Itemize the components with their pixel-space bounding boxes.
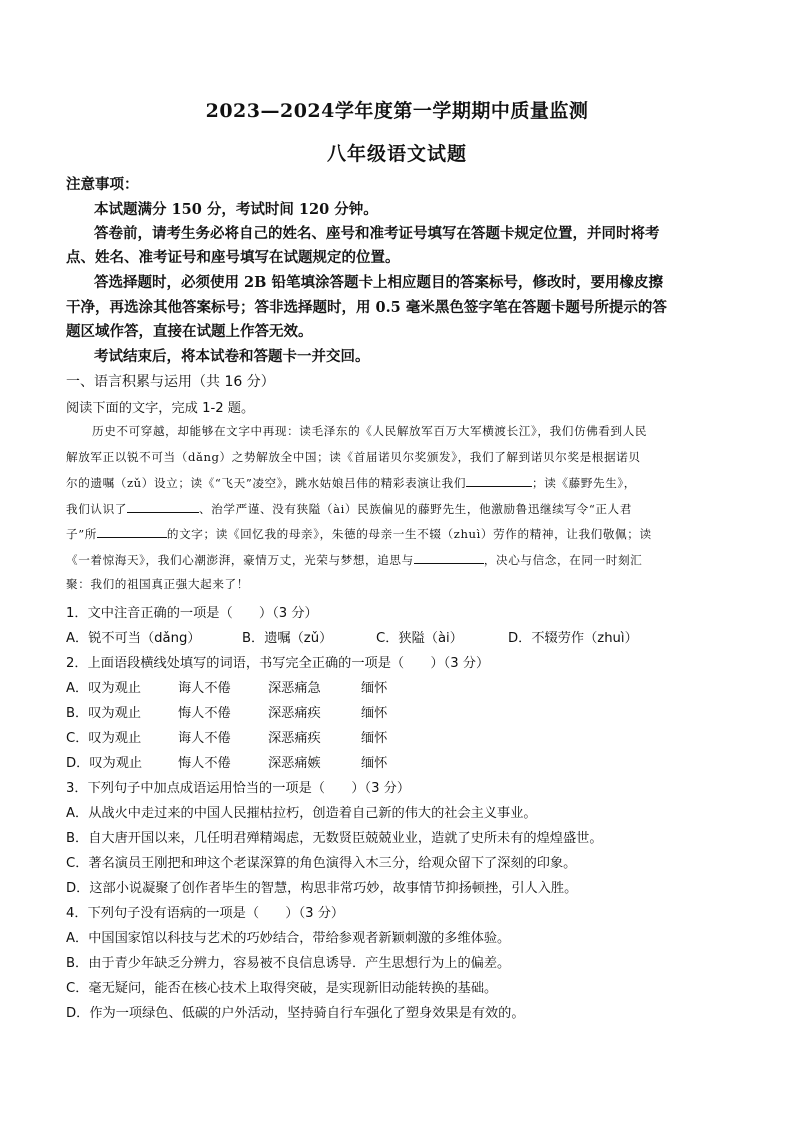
blank-line	[127, 500, 199, 513]
option-b: B．遗嘱（zǔ）	[242, 631, 333, 646]
exam-subtitle: 八年级语文试题	[326, 143, 467, 165]
option-b: B．叹为观止	[66, 706, 141, 721]
blank-line	[466, 474, 532, 487]
option-word: 缅怀	[361, 756, 388, 771]
option-a: A．中国国家馆以科技与艺术的巧妙结合，带给参观者新颖刺激的多维体验。	[66, 931, 511, 946]
passage-line: 聚：我们的祖国真正强大起来了！	[66, 577, 249, 591]
option-a: A．从战火中走过来的中国人民摧枯拉朽，创造着自己新的伟大的社会主义事业。	[66, 806, 537, 821]
option-word: 诲人不倦	[178, 681, 231, 696]
option-word: 深恶痛疾	[268, 706, 321, 721]
passage-text: 的文字；读《回忆我的母亲》，朱德的母亲一生不辍（zhuì）劳作的精神，让我们敬佩；读	[166, 527, 652, 541]
option-word: 悔人不倦	[178, 756, 231, 771]
passage-text: 尔的遗嘱（zǔ）设立；读《“飞天”凌空》，跳水姑娘吕伟的精彩表演让我们	[66, 476, 467, 490]
passage-text: 、治学严谨、没有狭隘（ài）民族偏见的藤野先生，他激励鲁迅继续写令“正人君	[198, 502, 632, 516]
exam-title: 2023—2024学年度第一学期期中质量监测	[205, 100, 589, 122]
option-word: 深恶痛急	[268, 681, 321, 696]
notice-line: 考试结束后，将本试卷和答题卡一并交回。	[94, 348, 370, 365]
passage-text: 我们认识了	[66, 502, 127, 516]
option-word: 缅怀	[361, 681, 388, 696]
option-d: D．这部小说凝聚了创作者毕生的智慧，构思非常巧妙，故事情节抑扬顿挫，引人入胜。	[66, 881, 578, 896]
notice-line: 本试题满分 150 分，考试时间 120 分钟。	[94, 201, 378, 218]
option-word: 缅怀	[361, 731, 388, 746]
passage-line	[66, 474, 636, 491]
option-c: C．狭隘（ài）	[376, 631, 463, 646]
notice-line: 答选择题时，必须使用 2B 铅笔填涂答题卡上相应题目的答案标号，修改时，要用橡皮擦	[94, 274, 663, 291]
option-c: C．著名演员王刚把和珅这个老谋深算的角色演得入木三分，给观众留下了深刻的印象。	[66, 856, 577, 871]
option-a: A．锐不可当（dǎng）	[66, 631, 201, 646]
blank-line	[414, 551, 484, 564]
blank-line	[97, 525, 167, 538]
passage-text: ，决心与信念，在同一时刻汇	[483, 553, 643, 567]
notice-line: 题区域作答，直接在试题上作答无效。	[66, 323, 313, 340]
passage-line	[66, 525, 652, 542]
question-stem: 3．下列句子中加点成语运用恰当的一项是（ ）（3 分）	[66, 781, 411, 796]
notice-line: 干净，再选涂其他答案标号；答非选择题时，用 0.5 毫米黑色签字笔在答题卡题号所提示的答	[66, 299, 667, 316]
passage-line	[66, 500, 632, 517]
option-word: 缅怀	[361, 706, 388, 721]
passage-text: ；读《藤野先生》，	[532, 476, 636, 490]
question-stem: 4．下列句子没有语病的一项是（ ）（3 分）	[66, 906, 345, 921]
reading-instruction: 阅读下面的文字，完成 1-2 题。	[66, 401, 255, 416]
option-b: B．自大唐开国以来，几任明君殚精竭虑，无数贤臣兢兢业业，造就了史所未有的煌煌盛世。	[66, 831, 603, 846]
option-word: 诲人不倦	[178, 731, 231, 746]
passage-line	[66, 551, 642, 568]
option-word: 深恶痛嫉	[268, 756, 321, 771]
option-word: 深恶痛疾	[268, 731, 321, 746]
question-stem: 2．上面语段横线处填写的词语，书写完全正确的一项是（ ）（3 分）	[66, 656, 490, 671]
option-c: C．叹为观止	[66, 731, 142, 746]
passage-text: 《一着惊海天》，我们心潮澎湃，豪情万丈，光荣与梦想，追思与	[66, 553, 414, 567]
section-heading: 一、语言积累与运用（共 16 分）	[66, 374, 275, 390]
question-stem: 1．文中注音正确的一项是（ ）（3 分）	[66, 606, 318, 621]
option-b: B．由于青少年缺乏分辨力，容易被不良信息诱导．产生思想行为上的偏差。	[66, 956, 511, 971]
passage-line: 历史不可穿越，却能够在文字中再现：读毛泽东的《人民解放军百万大军横渡长江》，我们仿佛看到人民	[92, 424, 648, 438]
option-d: D．不辍劳作（zhuì）	[508, 631, 638, 646]
option-c: C．毫无疑问，能否在核心技术上取得突破，是实现新旧动能转换的基础。	[66, 981, 498, 996]
passage-text: 子”所	[66, 527, 97, 541]
option-a: A．叹为观止	[66, 681, 141, 696]
option-word: 悔人不倦	[178, 706, 231, 721]
option-d: D．作为一项绿色、低碳的户外活动，坚持骑自行车强化了塑身效果是有效的。	[66, 1006, 525, 1021]
notice-line: 答卷前，请考生务必将自己的姓名、座号和准考证号填写在答题卡规定位置，并同时将考	[94, 225, 660, 242]
notice-line: 点、姓名、准考证号和座号填写在试题规定的位置。	[66, 249, 400, 266]
option-d: D．叹为观止	[66, 756, 143, 771]
passage-line: 解放军正以锐不可当（dǎng）之势解放全中国；读《首届诺贝尔奖颁发》，我们了解到诺贝尔奖是根据诺贝	[66, 450, 641, 464]
notice-heading: 注意事项：	[66, 176, 139, 193]
